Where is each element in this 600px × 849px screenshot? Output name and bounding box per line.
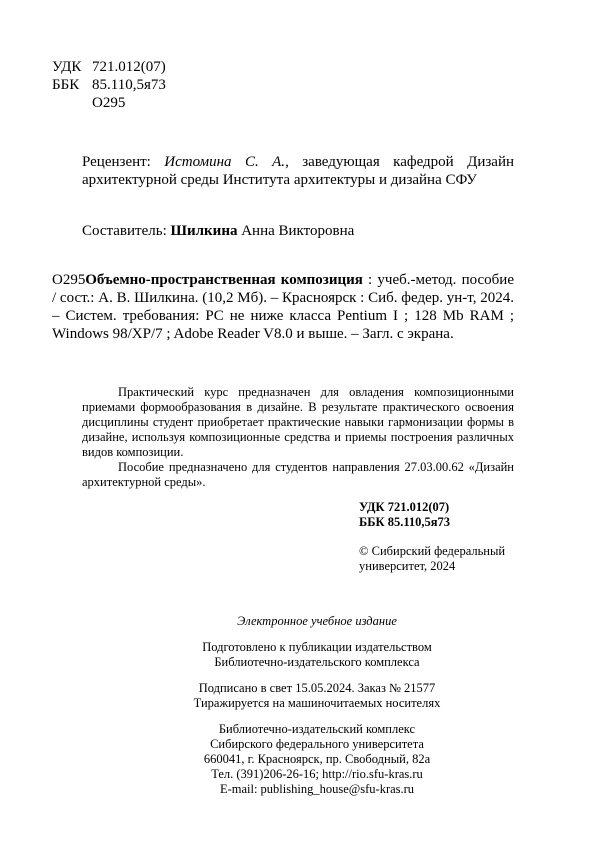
compiler-given-name: Анна Викторовна — [237, 223, 355, 239]
prepared-line-2: Библиотечно-издательского комплекса — [214, 655, 420, 669]
bbk-bold: ББК 85.110,5я73 — [359, 515, 451, 529]
email-line: E-mail: publishing_house@sfu-kras.ru — [219, 782, 415, 796]
bbk-value: 85.110,5я73 — [92, 77, 166, 93]
udk-row — [52, 58, 192, 76]
phone-line: Тел. (391)206-26-16; http://rio.sfu-kras.ru — [211, 767, 423, 781]
address-line: 660041, г. Красноярск, пр. Свободный, 82а — [203, 752, 431, 766]
classification-codes — [52, 58, 192, 112]
signed-line: Подписано в свет 15.05.2024. Заказ № 21577 — [198, 681, 436, 695]
reviewer-label: Рецензент: — [82, 154, 151, 170]
udk-label: УДК — [52, 59, 82, 75]
reviewer-block — [82, 153, 514, 189]
imprint — [190, 614, 444, 797]
publisher-line-1: Библиотечно-издательский комплекс — [218, 722, 416, 736]
author-sign: О295 — [92, 95, 126, 111]
replicated-line: Тиражируется на машиночитаемых носителях — [193, 696, 441, 710]
abstract-paragraph-1: Практический курс предназначен для овладения композиционными приемами формообразования в дизайне. В результате практического освоения дисциплины студент приобретает практические навыки гармонизации формы в дизайне, используя композиционные средства и приемы построения различных видов композиции. — [82, 385, 514, 459]
reviewer-description: , заведующая кафедрой Дизайн архитектурной среды Института архитектуры и дизайна СФУ — [82, 154, 515, 188]
udk-bold: УДК 721.012(07) — [359, 500, 450, 514]
prepared-line-1: Подготовлено к публикации издательством — [202, 640, 432, 654]
reviewer-name: Истомина С. А. — [164, 154, 286, 170]
entry-code: О295 — [52, 272, 86, 288]
classification-codes-bold — [359, 500, 529, 530]
edition-type: Электронное учебное издание — [237, 614, 397, 628]
udk-value: 721.012(07) — [92, 59, 166, 75]
entry-text: : учеб.-метод. пособие / сост.: А. В. Шилкина. (10,2 Мб). – Красноярск : Сиб. федер. ун-т, 2024. – Систем. требования: PC не ниже класса Pentium I ; 128 Mb RAM ; Windows 98/XP/7 ; Adobe Reader V8.0 и выше. – Загл. с экрана. — [52, 272, 514, 342]
compiler-label: Составитель: — [82, 223, 167, 239]
publisher-line-2: Сибирского федерального университета — [210, 737, 424, 751]
bibliographic-entry — [52, 271, 514, 343]
copyright: © Сибирский федеральный университет, 2024 — [359, 544, 506, 573]
compiler-surname: Шилкина — [170, 223, 238, 239]
entry-title: Объемно-пространственная композиция — [85, 272, 363, 288]
bbk-row — [52, 76, 192, 94]
abstract-paragraph-2: Пособие предназначено для студентов направления 27.03.00.62 «Дизайн архитектурной среды». — [82, 460, 514, 489]
abstract — [82, 385, 514, 490]
bbk-label: ББК — [52, 77, 80, 93]
compiler-block — [82, 222, 514, 240]
